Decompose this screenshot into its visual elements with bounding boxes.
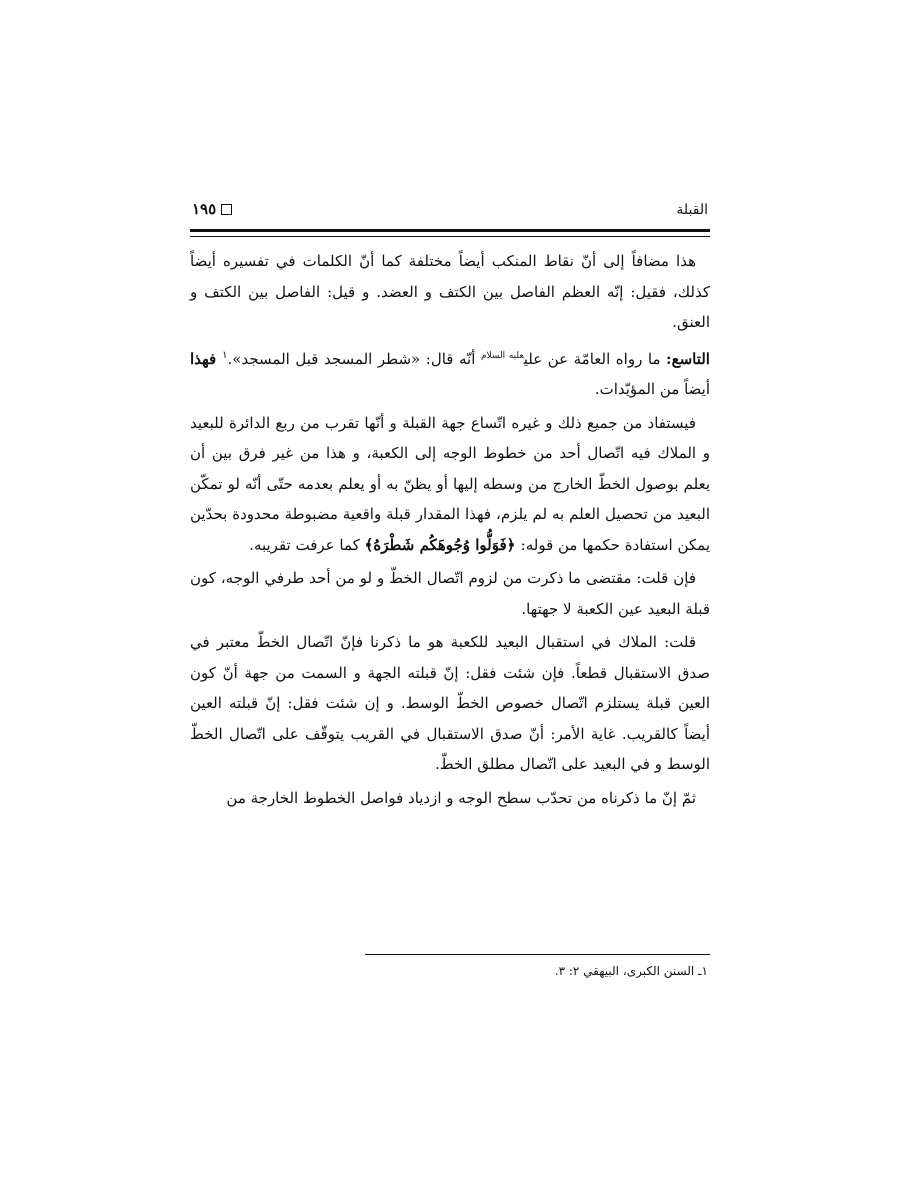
paragraph-3 <box>190 408 710 561</box>
quran-verse: ﴿فَوَلُّوا وُجُوهَكُم شَطْرَهُ﴾ <box>364 535 521 554</box>
paragraph-2-text2: أنّه قال: «شطر المسجد قبل المسجد». <box>227 349 481 368</box>
square-icon <box>221 204 232 215</box>
paragraph-1: هذا مضافاً إلى أنّ نقاط المنكب أيضاً مختلفة كما أنّ الكلمات في تفسيره أيضاً كذلك، فقيل: إنّه العظم الفاصل بين الكتف و العضد. و قيل: الفاصل بين الكتف و العنق. <box>190 252 710 331</box>
footnote-1: ١ـ السنن الكبرى، البيهقي ٢: ٣. <box>554 964 708 978</box>
book-page <box>190 196 710 996</box>
header-rule <box>190 229 710 237</box>
paragraph-2 <box>190 341 710 405</box>
paragraph-2-text3: أيضاً من المؤيّدات. <box>594 380 710 398</box>
body-text <box>190 246 710 816</box>
page-number: ١٩٥ <box>192 200 217 218</box>
page-number-block <box>192 200 232 218</box>
paragraph-3-text: فيستفاد من جميع ذلك و غيره اتّساع جهة القبلة و أنّها تقرب من ربع الدائرة للبعيد و الملاك فيه اتّصال أحد من خطوط الوجه إلى الكعبة، و هذا من غير فرق بين أن يعلم بوصول الخطّ الخارج من وسطه إليها أو يظنّ به أو يعلم بعدمه حتّى أنّه لو تمكّن البعيد من تحصيل العلم به لم يلزم، فهذا المقدار قبلة واقعية مضبوطة محدودة بحدّين يمكن استفادة حكمها من قوله: <box>190 413 710 554</box>
paragraph-4: فإن قلت: مقتضى ما ذكرت من لزوم اتّصال الخطّ و لو من أحد طرفي الوجه، كون قبلة البعيد عين الكعبة لا جهتها. <box>190 569 710 618</box>
honorific-symbol: عليه السلام <box>480 350 524 361</box>
paragraph-2-lead2: فهذا <box>190 349 223 368</box>
footnote-rule <box>365 954 710 955</box>
paragraph-2-text: ما رواه العامّة عن علي <box>523 349 667 368</box>
chapter-title: القبلة <box>676 202 708 218</box>
running-header <box>190 196 710 226</box>
paragraph-3-end: كما عرفت تقريبه. <box>249 535 365 554</box>
footnote-ref[interactable]: ١ <box>222 349 228 361</box>
paragraph-5: قلت: الملاك في استقبال البعيد للكعبة هو ما ذكرنا فإنّ اتّصال الخطّ معتبر في صدق الاستقبال قطعاً. فإن شئت فقل: إنّ قبلته الجهة و السمت من جهة أنّ كون العين قبلة يستلزم اتّصال خصوص الخطّ الوسط. و إن شئت فقل: إنّ قبلته العين أيضاً كالقريب. غاية الأمر: أنّ صدق الاستقبال في القريب يتوقّف على اتّصال الخطّ الوسط و في البعيد على اتّصال مطلق الخطّ. <box>190 633 710 773</box>
paragraph-2-lead: التاسع: <box>666 349 710 368</box>
paragraph-6: ثمّ إنّ ما ذكرناه من تحدّب سطح الوجه و ازدياد فواصل الخطوط الخارجة من <box>226 788 696 807</box>
